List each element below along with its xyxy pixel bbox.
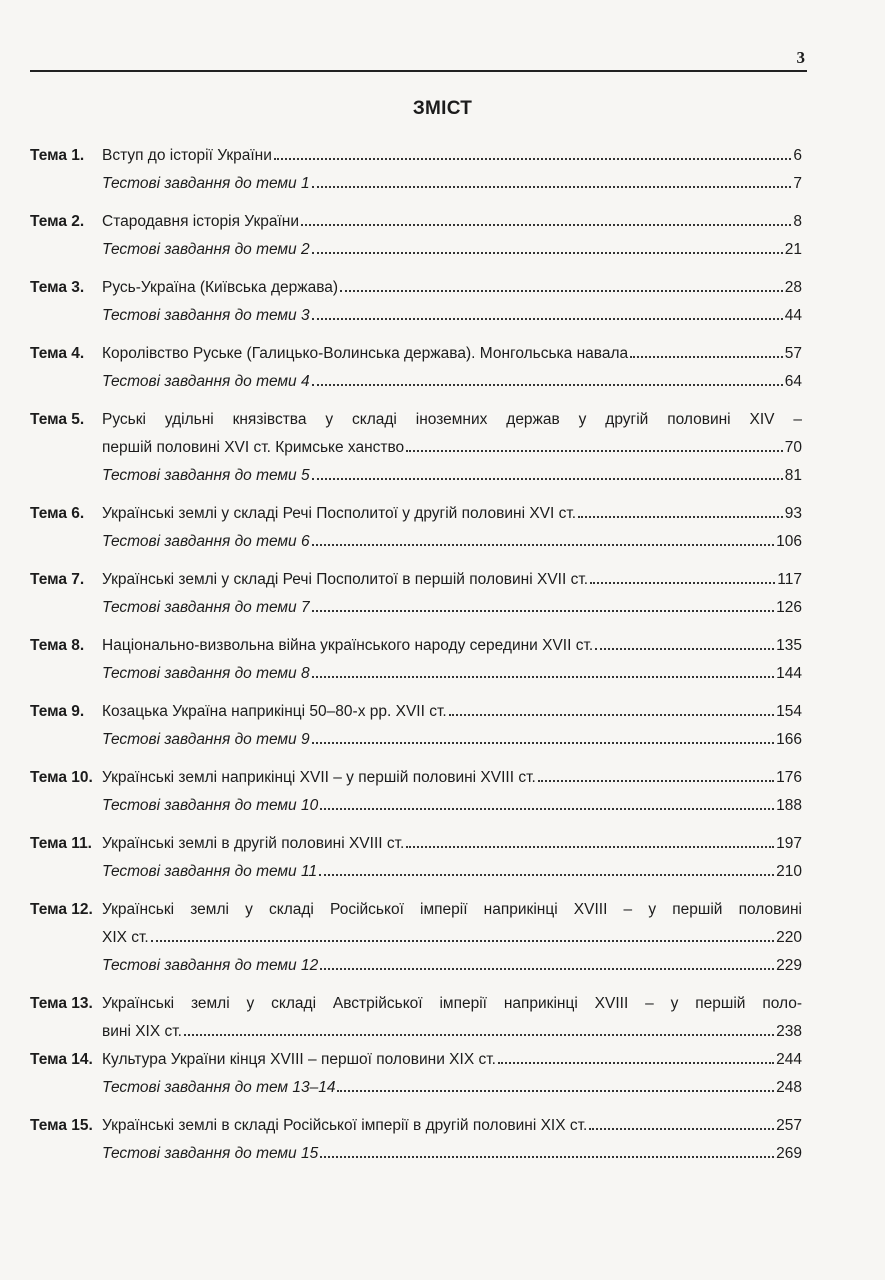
topic-label: Тема 14. <box>30 1051 93 1068</box>
dot-leader <box>590 582 775 584</box>
dot-leader <box>589 1128 774 1130</box>
dot-leader <box>630 356 783 358</box>
topic-title: XIX ст. <box>102 929 149 946</box>
dot-leader <box>406 846 774 848</box>
dot-leader <box>312 252 783 254</box>
page-ref: 57 <box>784 345 802 362</box>
toc-test-row[interactable] <box>30 1140 802 1168</box>
toc-row[interactable] <box>30 698 802 726</box>
topic-label: Тема 8. <box>30 637 85 654</box>
toc-topic <box>30 830 802 886</box>
topic-title: Українські землі у складі Речі Посполитої в першій половині XVII ст. <box>102 571 589 588</box>
toc-test-row[interactable] <box>30 236 802 264</box>
topic-label: Тема 11. <box>30 835 92 852</box>
toc-test-row[interactable] <box>30 368 802 396</box>
page-ref: 269 <box>776 1145 802 1162</box>
test-title: Тестові завдання до теми 10 <box>102 797 319 814</box>
dot-leader <box>320 968 774 970</box>
dot-leader <box>312 478 783 480</box>
dot-leader <box>578 516 783 518</box>
page-ref: 28 <box>784 279 802 296</box>
dot-leader <box>320 808 774 810</box>
page-ref: 210 <box>776 863 802 880</box>
test-title: Тестові завдання до теми 7 <box>102 599 310 616</box>
topic-title: Вступ до історії України <box>102 147 272 164</box>
topic-title: вині XIX ст. <box>102 1023 182 1040</box>
dot-leader <box>449 714 774 716</box>
dot-leader <box>312 610 775 612</box>
topic-title: Українські землі в складі Російської імперії в другій половині XIX ст. <box>102 1117 588 1134</box>
toc-test-row[interactable] <box>30 792 802 820</box>
dot-leader <box>498 1062 774 1064</box>
page-ref: 7 <box>793 175 802 192</box>
toc-row[interactable] <box>30 434 802 462</box>
page-ref: 6 <box>793 147 802 164</box>
topic-title: Козацька Україна наприкінці 50–80-х рр. XVII ст. <box>102 703 447 720</box>
toc-row[interactable] <box>30 406 802 434</box>
topic-title: Національно-визвольна війна українського народу середини XVII ст. <box>102 637 594 654</box>
topic-title: Королівство Руське (Галицько-Волинська держава). Монгольська навала <box>102 345 629 362</box>
dot-leader <box>151 940 774 942</box>
page-ref: 154 <box>776 703 802 720</box>
page-ref: 93 <box>784 505 802 522</box>
toc-row[interactable] <box>30 274 802 302</box>
toc-row[interactable] <box>30 990 802 1018</box>
toc-row[interactable] <box>30 566 802 594</box>
dot-leader <box>340 290 783 292</box>
toc-topic <box>30 566 802 622</box>
page-ref: 64 <box>784 373 802 390</box>
topic-label: Тема 2. <box>30 213 85 230</box>
topic-title: Русь-Україна (Київська держава) <box>102 279 339 296</box>
topic-label: Тема 1. <box>30 147 85 164</box>
page-ref: 197 <box>776 835 802 852</box>
toc-topic <box>30 142 802 198</box>
header-rule <box>30 70 807 72</box>
dot-leader <box>274 158 791 160</box>
test-title: Тестові завдання до теми 2 <box>102 241 310 258</box>
topic-label: Тема 4. <box>30 345 85 362</box>
page-ref: 44 <box>784 307 802 324</box>
page-ref: 166 <box>776 731 802 748</box>
page-number: 3 <box>796 48 805 67</box>
page-ref: 70 <box>784 439 802 456</box>
test-title: Тестові завдання до теми 12 <box>102 957 319 974</box>
toc-topic <box>30 632 802 688</box>
toc-test-row[interactable] <box>30 858 802 886</box>
page-ref: 238 <box>776 1023 802 1040</box>
topic-label: Тема 3. <box>30 279 85 296</box>
toc-test-row[interactable] <box>30 528 802 556</box>
dot-leader <box>595 648 774 650</box>
dot-leader <box>312 676 775 678</box>
topic-title: Українські землі у складі Речі Посполитої у другій половині XVI ст. <box>102 505 577 522</box>
test-title: Тестові завдання до теми 11 <box>102 863 318 880</box>
topic-title: Українські землі в другій половині XVIII ст. <box>102 835 405 852</box>
test-title: Тестові завдання до теми 9 <box>102 731 310 748</box>
toc-test-row[interactable] <box>30 952 802 980</box>
toc-topic <box>30 208 802 264</box>
dot-leader <box>301 224 791 226</box>
page-ref: 220 <box>776 929 802 946</box>
topic-label: Тема 13. <box>30 995 93 1012</box>
page-ref: 248 <box>776 1079 802 1096</box>
dot-leader <box>320 1156 774 1158</box>
dot-leader <box>312 742 775 744</box>
dot-leader <box>319 874 774 876</box>
page-title: ЗМІСТ <box>412 98 473 119</box>
topic-title: Українські землі наприкінці XVII – у першій половині XVIII ст. <box>102 769 536 786</box>
test-title: Тестові завдання до теми 8 <box>102 665 310 682</box>
test-title: Тестові завдання до теми 6 <box>102 533 310 550</box>
topic-label: Тема 15. <box>30 1117 93 1134</box>
toc-test-row[interactable] <box>30 170 802 198</box>
toc-topic <box>30 764 802 820</box>
toc-test-row[interactable] <box>30 462 802 490</box>
test-title: Тестові завдання до теми 15 <box>102 1145 319 1162</box>
topic-label: Тема 10. <box>30 769 93 786</box>
topic-label: Тема 7. <box>30 571 85 588</box>
toc-topic <box>30 500 802 556</box>
topic-title: Українські землі у складі Австрійської імперії наприкінці XVIII – у першій поло- <box>102 995 802 1012</box>
toc-row[interactable] <box>30 208 802 236</box>
toc-row[interactable] <box>30 924 802 952</box>
toc-row[interactable] <box>30 1018 802 1046</box>
page-ref: 135 <box>776 637 802 654</box>
toc-row[interactable] <box>30 830 802 858</box>
toc-test-row[interactable] <box>30 726 802 754</box>
toc-topic <box>30 896 802 980</box>
page-ref: 106 <box>776 533 802 550</box>
topic-label: Тема 6. <box>30 505 85 522</box>
topic-label: Тема 12. <box>30 901 93 918</box>
toc-row[interactable] <box>30 1112 802 1140</box>
page-ref: 176 <box>776 769 802 786</box>
table-of-contents <box>30 142 802 1178</box>
test-title: Тестові завдання до теми 3 <box>102 307 310 324</box>
dot-leader <box>184 1034 774 1036</box>
toc-topic <box>30 1046 802 1102</box>
toc-row[interactable] <box>30 764 802 792</box>
toc-topic <box>30 1112 802 1168</box>
page-ref: 81 <box>784 467 802 484</box>
toc-test-row[interactable] <box>30 302 802 330</box>
dot-leader <box>337 1090 774 1092</box>
topic-label: Тема 5. <box>30 411 85 428</box>
toc-topic <box>30 340 802 396</box>
dot-leader <box>312 186 792 188</box>
toc-topic <box>30 698 802 754</box>
topic-title: першій половині XVI ст. Кримське ханство <box>102 439 405 456</box>
dot-leader <box>406 450 783 452</box>
topic-title: Руські удільні князівства у складі іноземних держав у другій половині XIV – <box>102 411 802 428</box>
dot-leader <box>312 318 783 320</box>
page-ref: 229 <box>776 957 802 974</box>
toc-topic <box>30 274 802 330</box>
toc-row[interactable] <box>30 896 802 924</box>
toc-row[interactable] <box>30 1046 802 1074</box>
toc-row[interactable] <box>30 340 802 368</box>
toc-row[interactable] <box>30 142 802 170</box>
topic-label: Тема 9. <box>30 703 85 720</box>
page-ref: 144 <box>776 665 802 682</box>
test-title: Тестові завдання до теми 5 <box>102 467 310 484</box>
test-title: Тестові завдання до тем 13–14 <box>102 1079 336 1096</box>
toc-row[interactable] <box>30 632 802 660</box>
page-ref: 188 <box>776 797 802 814</box>
toc-row[interactable] <box>30 500 802 528</box>
test-title: Тестові завдання до теми 1 <box>102 175 310 192</box>
topic-title: Стародавня історія України <box>102 213 299 230</box>
toc-topic <box>30 990 802 1046</box>
page-ref: 117 <box>777 571 802 588</box>
page-ref: 126 <box>776 599 802 616</box>
dot-leader <box>312 544 775 546</box>
toc-test-row[interactable] <box>30 1074 802 1102</box>
page-ref: 8 <box>793 213 802 230</box>
dot-leader <box>538 780 774 782</box>
toc-test-row[interactable] <box>30 660 802 688</box>
test-title: Тестові завдання до теми 4 <box>102 373 310 390</box>
topic-title: Культура України кінця XVIII – першої половини XIX ст. <box>102 1051 496 1068</box>
dot-leader <box>312 384 783 386</box>
page-ref: 244 <box>776 1051 802 1068</box>
page-ref: 21 <box>784 241 802 258</box>
toc-topic <box>30 406 802 490</box>
toc-test-row[interactable] <box>30 594 802 622</box>
page-ref: 257 <box>776 1117 802 1134</box>
topic-title: Українські землі у складі Російської імперії наприкінці XVIII – у першій половині <box>102 901 802 918</box>
